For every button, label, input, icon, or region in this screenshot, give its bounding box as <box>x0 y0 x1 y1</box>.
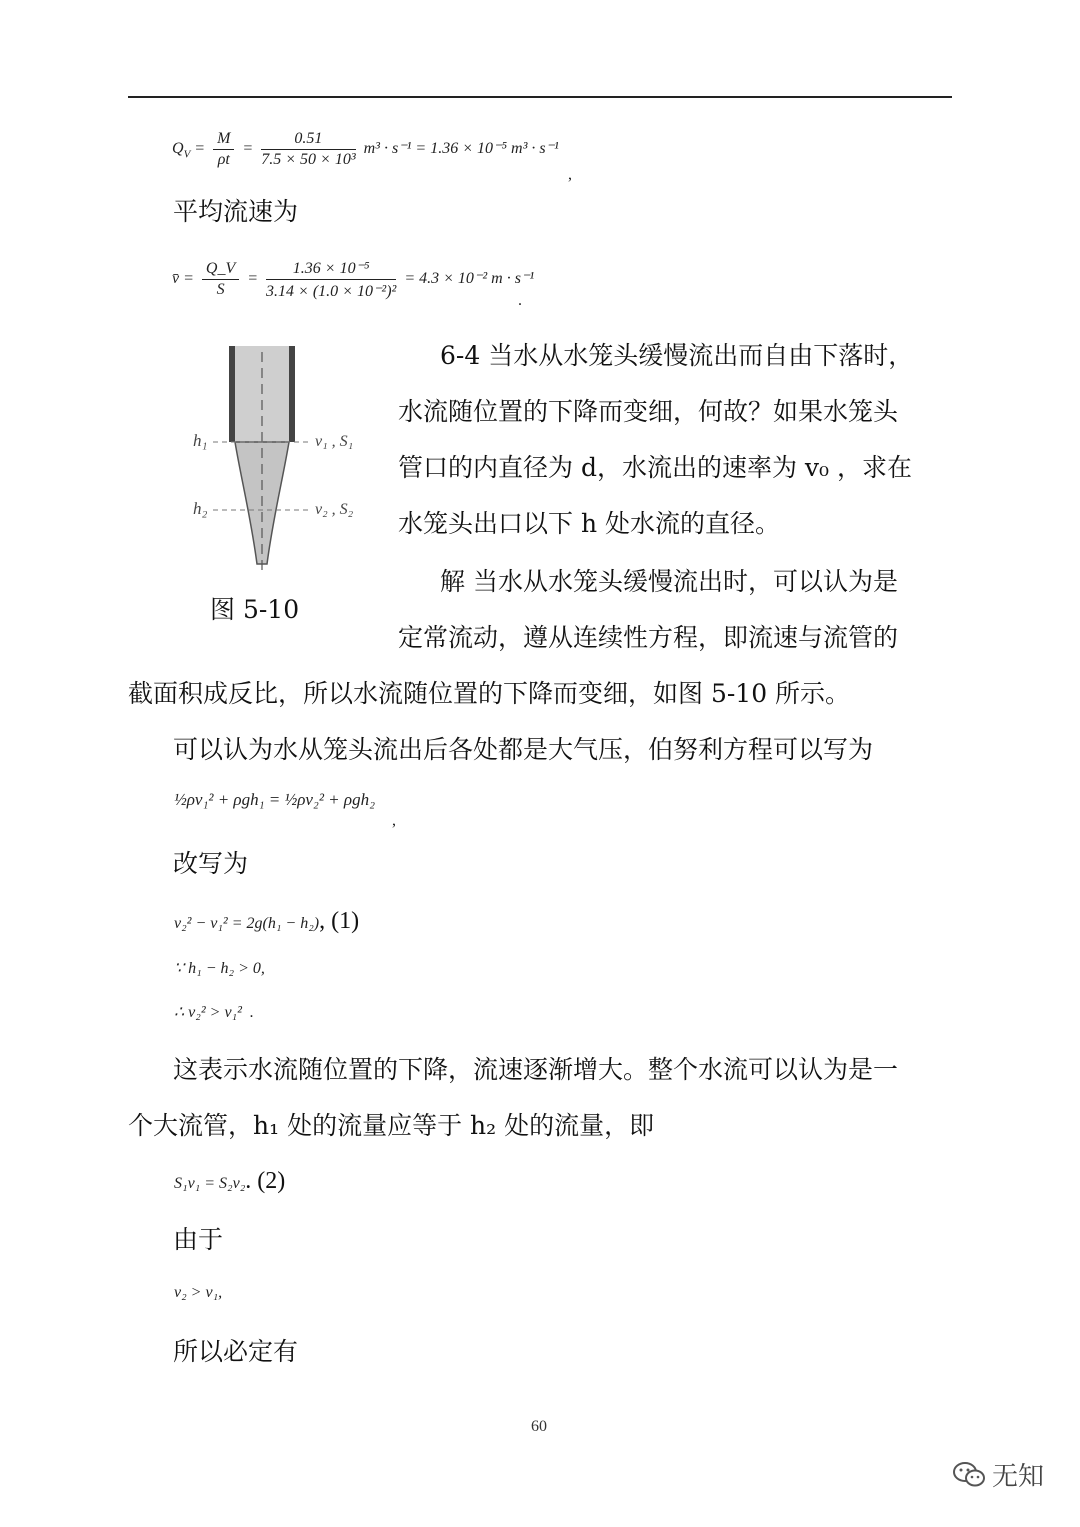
eq-body: ∴ v₂² > v₁² <box>174 1004 242 1021</box>
figure-caption: 图 5-10 <box>210 595 300 624</box>
eq-dot: . <box>518 292 522 309</box>
numerator: 1.36 × 10⁻⁵ <box>266 258 396 280</box>
eq-comma: , <box>218 1284 223 1301</box>
problem-line-1: 6-4 当水从水笼头缓慢流出而自由下落时， <box>440 341 914 370</box>
problem-line-4: 水笼头出口以下 h 处水流的直径。 <box>398 509 780 538</box>
watermark <box>952 1456 1044 1493</box>
watermark-text: 无知 <box>992 1462 1045 1492</box>
label-v1-s1: v₁ , S₁ <box>315 433 354 450</box>
numerator: M <box>213 130 234 150</box>
eq-comma: , <box>568 166 572 183</box>
text-therefore: 所以必定有 <box>173 1337 299 1366</box>
text-rewrite: 改写为 <box>173 849 249 878</box>
denominator: 3.14 × (1.0 × 10⁻²)² <box>266 283 397 300</box>
pipe-wall-right <box>289 346 295 442</box>
equation-2 <box>174 1168 285 1195</box>
equation-bernoulli: ½ρv₁² + ρgh₁ = ½ρv₂² + ρgh₂ <box>174 790 375 809</box>
fraction <box>213 130 234 169</box>
page-number: 60 <box>531 1418 547 1435</box>
fraction <box>266 258 396 301</box>
eq-comma: , <box>392 812 396 829</box>
problem-line-2: 水流随位置的下降而变细，何故？如果水笼头 <box>398 397 899 426</box>
equation-v2-gt-v1 <box>174 1284 222 1302</box>
equation-flow-rate <box>172 130 559 169</box>
text-avg-speed: 平均流速为 <box>173 197 299 226</box>
eq-result: = 4.3 × 10⁻² m · s⁻¹ <box>404 270 535 288</box>
label-h2: h₂ <box>193 499 208 518</box>
eq-equals: = <box>247 270 259 288</box>
figure-water-stream <box>185 338 385 578</box>
eq-equals: = <box>194 140 206 158</box>
header-rule <box>128 96 952 98</box>
eq-symbol: Q <box>172 140 184 158</box>
solution-line-3: 截面积成反比，所以水流随位置的下降而变细，如图 5-10 所示。 <box>128 679 851 708</box>
eq-body: v₂ > v₁ <box>174 1284 219 1301</box>
eq-body: v₂² − v₁² = 2g(h₁ − h₂) <box>174 915 320 932</box>
eq-result: m³ · s⁻¹ = 1.36 × 10⁻⁵ m³ · s⁻¹ <box>363 140 559 158</box>
para-line-1: 这表示水流随位置的下降，流速逐渐增大。整个水流可以认为是一 <box>173 1055 899 1084</box>
eq-symbol: v̄ <box>172 270 180 288</box>
numerator: Q_V <box>202 260 239 280</box>
fraction <box>261 130 355 169</box>
equation-1 <box>174 908 359 935</box>
problem-line-3: 管口的内直径为 d，水流出的速率为 v₀ ，求在 <box>398 453 912 482</box>
eq-equals: = <box>242 140 254 158</box>
eq-subscript: V <box>183 148 191 161</box>
denominator: 7.5 × 50 × 10³ <box>261 151 356 168</box>
pipe-wall-left <box>229 346 235 442</box>
denominator: S <box>216 281 225 298</box>
equation-therefore <box>174 1002 254 1022</box>
label-v2-s2: v₂ , S₂ <box>315 501 354 518</box>
eq-tag: , (1) <box>319 908 360 934</box>
eq-tag: . (2) <box>245 1168 286 1194</box>
fraction <box>202 260 239 299</box>
solution-line-1: 解 当水从水笼头缓慢流出时，可以认为是 <box>440 567 898 596</box>
solution-line-2: 定常流动，遵从连续性方程，即流速与流管的 <box>398 623 899 652</box>
solution-line-4: 可以认为水从笼头流出后各处都是大气压，伯努利方程可以写为 <box>173 735 874 764</box>
numerator: 0.51 <box>261 130 355 150</box>
label-h1: h₁ <box>193 431 208 450</box>
text-since: 由于 <box>173 1225 224 1254</box>
denominator: ρt <box>217 151 230 168</box>
equation-avg-speed <box>172 258 534 301</box>
eq-dot: . <box>249 1004 254 1021</box>
equation-because: ∵ h₁ − h₂ > 0, <box>174 960 265 977</box>
eq-equals: = <box>183 270 194 288</box>
chat-bubbles-icon <box>952 1460 986 1490</box>
para-line-2: 个大流管，h₁ 处的流量应等于 h₂ 处的流量，即 <box>128 1111 655 1140</box>
eq-body: S₁v₁ = S₂v₂ <box>174 1175 246 1192</box>
